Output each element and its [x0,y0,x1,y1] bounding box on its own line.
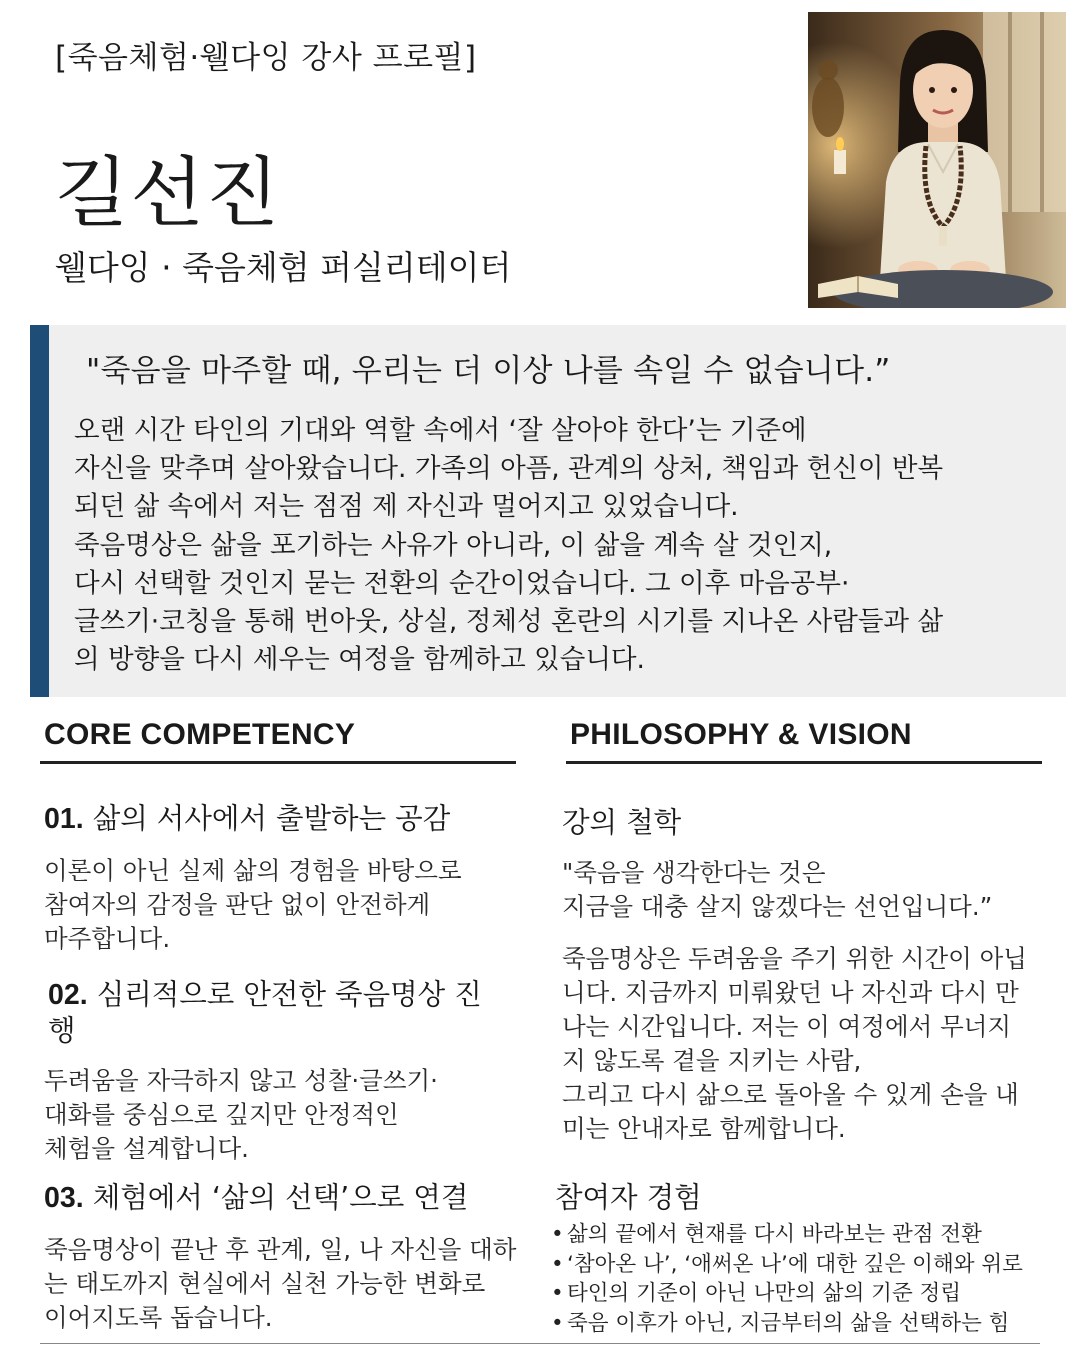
philosophy-heading: PHILOSOPHY & VISION [570,718,912,751]
desc-line: 이론이 아닌 실제 삶의 경험을 바탕으로 [44,856,462,885]
intro-line: 다시 선택할 것인지 묻는 전환의 순간이었습니다. 그 이후 마음공부· [74,567,850,599]
instructor-name: 길선진 [55,148,282,237]
instructor-role: 웰다잉 · 죽음체험 퍼실리테이터 [55,248,512,287]
intro-quote: "죽음을 마주할 때, 우리는 더 이상 나를 속일 수 없습니다.” [86,353,891,389]
intro-body [74,412,1059,679]
section-divider [566,761,1042,764]
competency-number: 02. [48,979,88,1011]
competency-title-text: 심리적으로 안전한 죽음명상 진 [96,978,482,1011]
body-line: 미는 안내자로 함께합니다. [562,1114,846,1143]
competency-title-1 [44,801,450,837]
body-line: 나는 시간입니다. 저는 이 여정에서 무너지 [562,1012,1012,1041]
list-item: • 죽음 이후가 아닌, 지금부터의 삶을 선택하는 힘 [551,1309,1023,1339]
competency-desc-3 [44,1233,516,1335]
lecture-body [562,942,1027,1146]
body-line: 죽음명상은 두려움을 주기 위한 시간이 아닙 [562,944,1027,973]
experience-list [551,1220,1023,1338]
competency-number: 03. [44,1182,84,1214]
lecture-quote [562,856,992,924]
list-item: • ‘참아온 나’, ‘애써온 나’에 대한 깊은 이해와 위로 [551,1250,1023,1280]
competency-title-text: 삶의 서사에서 출발하는 공감 [92,802,451,835]
competency-title-text: 체험에서 ‘삶의 선택’으로 연결 [92,1181,469,1214]
intro-line: 자신을 맞추며 살아왔습니다. 가족의 아픔, 관계의 상처, 책임과 헌신이 반복 [74,453,944,485]
intro-line: 죽음명상은 삶을 포기하는 사유가 아니라, 이 삶을 계속 살 것인지, [74,529,833,561]
body-line: 니다. 지금까지 미뤄왔던 나 자신과 다시 만 [562,978,1019,1007]
bottom-divider [40,1343,1040,1344]
desc-line: 마주합니다. [44,924,171,953]
desc-line: 두려움을 자극하지 않고 성찰·글쓰기· [44,1066,438,1095]
core-competency-heading: CORE COMPETENCY [44,718,356,751]
section-divider [40,761,516,764]
quote-line: "죽음을 생각한다는 것은 [562,858,826,887]
profile-label: [죽음체험·웰다잉 강사 프로필] [55,40,477,76]
competency-number: 01. [44,803,84,835]
profile-photo [808,12,1066,308]
list-item: • 타인의 기준이 아닌 나만의 삶의 기준 정립 [551,1279,1023,1309]
competency-title-3 [44,1180,468,1216]
list-item: • 삶의 끝에서 현재를 다시 바라보는 관점 전환 [551,1220,1023,1250]
competency-title-2 [48,977,482,1049]
desc-line: 이어지도록 돕습니다. [44,1303,273,1332]
intro-line: 글쓰기·코칭을 통해 번아웃, 상실, 정체성 혼란의 시기를 지나온 사람들과 삶 [74,606,944,638]
desc-line: 체험을 설계합니다. [44,1134,249,1163]
body-line: 지 않도록 곁을 지키는 사람, [562,1046,862,1075]
competency-desc-2 [44,1064,438,1166]
desc-line: 죽음명상이 끝난 후 관계, 일, 나 자신을 대하 [44,1235,517,1264]
participant-experience-title: 참여자 경험 [555,1181,702,1214]
desc-line: 는 태도까지 현실에서 실천 가능한 변화로 [44,1269,486,1298]
intro-line: 의 방향을 다시 세우는 여정을 함께하고 있습니다. [74,644,645,676]
competency-title-text: 행 [48,1014,76,1047]
intro-line: 오랜 시간 타인의 기대와 역할 속에서 ‘잘 살아야 한다’는 기준에 [74,415,807,446]
lecture-philosophy-title: 강의 철학 [562,806,682,839]
intro-line: 되던 삶 속에서 저는 점점 제 자신과 멀어지고 있었습니다. [74,491,739,523]
desc-line: 대화를 중심으로 깊지만 안정적인 [44,1100,399,1129]
quote-line: 지금을 대충 살지 않겠다는 선언입니다.” [562,892,993,921]
intro-quote-box [30,325,1066,697]
portrait-illustration [808,12,1066,308]
desc-line: 참여자의 감정을 판단 없이 안전하게 [44,890,431,919]
body-line: 그리고 다시 삶으로 돌아올 수 있게 손을 내 [562,1080,1019,1109]
accent-bar [30,325,49,697]
competency-desc-1 [44,854,462,956]
